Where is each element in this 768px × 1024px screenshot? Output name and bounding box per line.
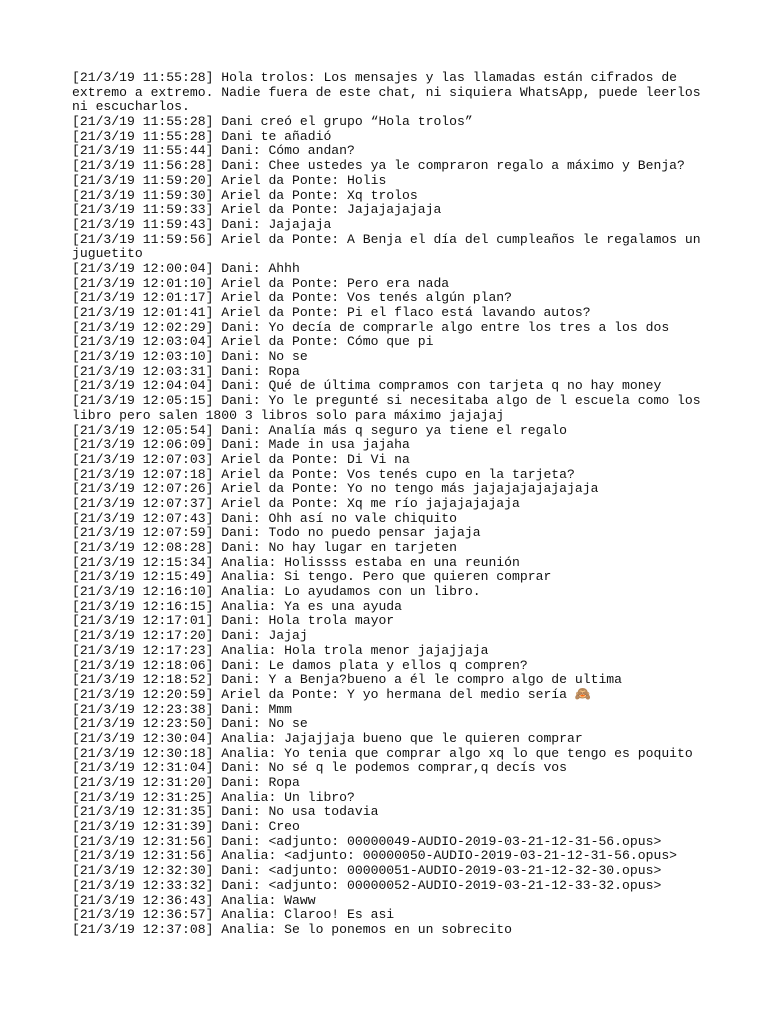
- chat-line: [21/3/19 12:15:49] Analia: Si tengo. Pero que quieren comprar: [72, 569, 552, 585]
- chat-line: [21/3/19 12:03:04] Ariel da Ponte: Cómo que pi: [72, 334, 434, 350]
- chat-line: [21/3/19 12:31:04] Dani: No sé q le podemos comprar,q decís vos: [72, 760, 568, 776]
- chat-line: [21/3/19 12:16:10] Analia: Lo ayudamos con un libro.: [72, 584, 481, 600]
- chat-line: [21/3/19 12:36:57] Analia: Claroo! Es asi: [72, 907, 395, 923]
- chat-line: [21/3/19 11:55:28] Dani creó el grupo “Hola trolos”: [72, 114, 473, 130]
- chat-line: [21/3/19 12:02:29] Dani: Yo decía de comprarle algo entre los tres a los dos: [72, 319, 670, 335]
- chat-line: [21/3/19 12:31:35] Dani: No usa todavia: [72, 804, 379, 820]
- chat-line: [21/3/19 11:55:28] Dani te añadió: [72, 128, 332, 144]
- chat-line: [21/3/19 12:07:37] Ariel da Ponte: Xq me río jajajajajaja: [72, 495, 520, 511]
- chat-transcript: [72, 71, 712, 938]
- chat-line: [21/3/19 12:01:17] Ariel da Ponte: Vos tenés algún plan?: [72, 290, 513, 306]
- chat-line: [21/3/19 11:59:56] Ariel da Ponte: A Benja el día del cumpleaños le regalamos un juguetito: [72, 231, 709, 262]
- chat-line: [21/3/19 12:03:31] Dani: Ropa: [72, 363, 300, 379]
- chat-line: [21/3/19 11:56:28] Dani: Chee ustedes ya le compraron regalo a máximo y Benja?: [72, 158, 685, 174]
- chat-line: [21/3/19 11:55:28] Hola trolos: Los mensajes y las llamadas están cifrados de extremo a extremo. Nadie fuera de este chat, ni siquiera WhatsApp, puede leerlos ni escucharlos.: [72, 70, 709, 115]
- chat-line: [21/3/19 12:05:15] Dani: Yo le pregunté si necesitaba algo de l escuela como los libro pero salen 1800 3 libros solo para máximo jajajaj: [72, 393, 709, 423]
- chat-line: [21/3/19 12:07:18] Ariel da Ponte: Vos tenés cupo en la tarjeta?: [72, 466, 575, 482]
- chat-line: [21/3/19 12:06:09] Dani: Made in usa jajaha: [72, 437, 410, 453]
- chat-line: [21/3/19 11:59:30] Ariel da Ponte: Xq trolos: [72, 187, 418, 203]
- chat-line: [21/3/19 12:03:10] Dani: No se: [72, 349, 308, 365]
- chat-line: [21/3/19 12:17:01] Dani: Hola trola mayor: [72, 613, 395, 629]
- chat-line: [21/3/19 12:30:18] Analia: Yo tenia que comprar algo xq lo que tengo es poquito: [72, 745, 693, 761]
- chat-line: [21/3/19 12:31:25] Analia: Un libro?: [72, 789, 355, 805]
- chat-line: [21/3/19 12:36:43] Analia: Waww: [72, 892, 316, 908]
- chat-line: [21/3/19 12:01:41] Ariel da Ponte: Pi el flaco está lavando autos?: [72, 305, 591, 320]
- chat-line: [21/3/19 11:59:20] Ariel da Ponte: Holis: [72, 172, 387, 188]
- chat-line: [21/3/19 12:17:23] Analia: Hola trola menor jajajjaja: [72, 642, 489, 658]
- chat-line: [21/3/19 12:31:20] Dani: Ropa: [72, 775, 300, 790]
- chat-line: [21/3/19 12:31:56] Dani: <adjunto: 00000049-AUDIO-2019-03-21-12-31-56.opus>: [72, 833, 662, 849]
- chat-line: [21/3/19 12:01:10] Ariel da Ponte: Pero era nada: [72, 275, 450, 291]
- chat-line: [21/3/19 12:20:59] Ariel da Ponte: Y yo hermana del medio sería 🙈: [72, 686, 592, 702]
- chat-line: [21/3/19 11:59:43] Dani: Jajajaja: [72, 216, 332, 232]
- chat-line: [21/3/19 12:15:34] Analia: Holissss estaba en una reunión: [72, 554, 520, 570]
- chat-line: [21/3/19 12:31:39] Dani: Creo: [72, 819, 300, 835]
- chat-line: [21/3/19 12:31:56] Analia: <adjunto: 00000050-AUDIO-2019-03-21-12-31-56.opus>: [72, 848, 678, 864]
- chat-line: [21/3/19 12:37:08] Analia: Se lo ponemos en un sobrecito: [72, 921, 513, 937]
- chat-line: [21/3/19 12:05:54] Dani: Analía más q seguro ya tiene el regalo: [72, 422, 568, 438]
- chat-line: [21/3/19 12:17:20] Dani: Jajaj: [72, 628, 308, 644]
- chat-line: [21/3/19 12:00:04] Dani: Ahhh: [72, 260, 300, 276]
- chat-line: [21/3/19 11:59:33] Ariel da Ponte: Jajajajajaja: [72, 202, 442, 218]
- chat-line: [21/3/19 12:23:50] Dani: No se: [72, 716, 308, 732]
- chat-line: [21/3/19 12:23:38] Dani: Mmm: [72, 701, 293, 717]
- chat-line: [21/3/19 12:16:15] Analia: Ya es una ayuda: [72, 598, 403, 614]
- chat-line: [21/3/19 12:07:03] Ariel da Ponte: Di Vi na: [72, 451, 410, 467]
- chat-line: [21/3/19 12:07:26] Ariel da Ponte: Yo no tengo más jajajajajajajaja: [72, 481, 599, 497]
- chat-line: [21/3/19 12:07:43] Dani: Ohh así no vale chiquito: [72, 510, 458, 526]
- chat-line: [21/3/19 12:33:32] Dani: <adjunto: 00000052-AUDIO-2019-03-21-12-33-32.opus>: [72, 877, 662, 893]
- chat-line: [21/3/19 12:07:59] Dani: Todo no puedo pensar jajaja: [72, 525, 481, 541]
- chat-line: [21/3/19 12:32:30] Dani: <adjunto: 00000051-AUDIO-2019-03-21-12-32-30.opus>: [72, 863, 662, 879]
- chat-line: [21/3/19 12:04:04] Dani: Qué de última compramos con tarjeta q no hay money: [72, 378, 662, 394]
- chat-line: [21/3/19 12:30:04] Analia: Jajajjaja bueno que le quieren comprar: [72, 730, 583, 746]
- chat-line: [21/3/19 11:55:44] Dani: Cómo andan?: [72, 143, 355, 159]
- chat-line: [21/3/19 12:08:28] Dani: No hay lugar en tarjeten: [72, 540, 458, 555]
- chat-line: [21/3/19 12:18:06] Dani: Le damos plata y ellos q compren?: [72, 657, 528, 673]
- chat-line: [21/3/19 12:18:52] Dani: Y a Benja?bueno a él le compro algo de ultima: [72, 672, 623, 688]
